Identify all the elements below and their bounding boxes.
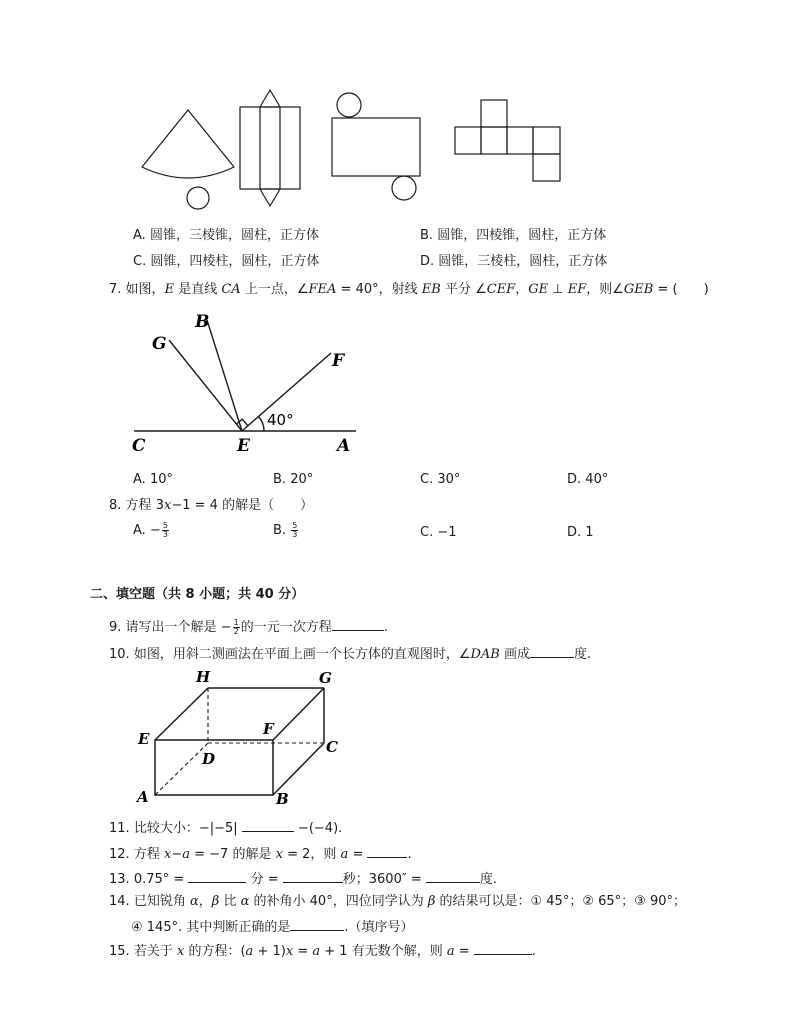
option-text: 圆锥，四棱柱，圆柱，正方体	[150, 254, 320, 269]
q7-option-d	[567, 471, 608, 489]
option-letter: C.	[420, 525, 434, 540]
angle-arc-fea	[259, 417, 264, 432]
q8-option-c	[420, 524, 457, 542]
answer-blank[interactable]	[283, 868, 343, 883]
fraction	[291, 522, 298, 539]
q6-option-b	[420, 227, 606, 245]
q6-option-a	[133, 227, 319, 245]
math-var: a	[446, 944, 455, 959]
stem-text: 度.	[574, 647, 592, 662]
label-d: D	[202, 750, 216, 768]
label-b: B	[276, 790, 289, 808]
stem-text: 的解是（ ）	[222, 498, 314, 513]
q8-option-b	[273, 522, 299, 540]
q7-stem	[109, 281, 709, 299]
math-var: x	[285, 944, 294, 959]
option-text: 圆锥，四棱锥，圆柱，正方体	[437, 228, 607, 243]
denominator: 3	[162, 530, 168, 539]
stem-text: =	[297, 944, 309, 959]
math-var: CEF	[486, 282, 516, 297]
q15-stem	[109, 940, 536, 961]
stem-text: 已知锐角	[133, 894, 186, 909]
label-b: B	[195, 312, 210, 332]
math-var: EF	[567, 282, 587, 297]
q8-option-d	[567, 524, 594, 542]
answer-blank[interactable]	[426, 868, 480, 883]
math-var: EB	[421, 282, 441, 297]
angle-label: 40°	[267, 411, 294, 429]
answer-blank[interactable]	[290, 916, 344, 931]
stem-text: 画成	[504, 647, 531, 662]
q7-option-c	[420, 471, 460, 489]
question-number: 14.	[109, 894, 130, 909]
question-number: 9.	[109, 620, 122, 635]
label-g: G	[152, 334, 167, 354]
q8-stem	[109, 497, 313, 515]
question-number: 13.	[109, 872, 130, 887]
option-letter: A.	[133, 228, 146, 243]
stem-text: ，则∠	[586, 282, 624, 297]
stem-text: 的结果可以是：① 45°；② 65°；③ 90°；	[439, 894, 686, 909]
math-var: a	[182, 847, 190, 862]
option-letter: D.	[567, 472, 582, 487]
stem-text: 比	[223, 894, 237, 909]
option-letter: B.	[273, 523, 287, 538]
label-e: E	[138, 730, 150, 748]
stem-text: 的补角小 40°，四位同学认为	[253, 894, 424, 909]
question-number: 8.	[109, 498, 122, 513]
label-a: A	[137, 788, 149, 806]
stem-text: 是直线	[178, 282, 218, 297]
math-var: E	[164, 282, 175, 297]
stem-text: 分 =	[250, 872, 279, 887]
option-text: 1	[585, 525, 594, 540]
label-e: E	[237, 436, 250, 455]
math-var: x	[163, 498, 172, 513]
q9-stem	[109, 616, 388, 637]
question-number: 7.	[109, 282, 122, 297]
math-sign: −	[220, 620, 232, 635]
stem-text: = 2，则	[287, 847, 337, 862]
stem-text: + 1 有无数个解，则	[324, 944, 443, 959]
stem-text: ④ 145°. 其中判断正确的是	[131, 920, 291, 935]
stem-text: 方程	[125, 498, 152, 513]
option-letter: D.	[567, 525, 582, 540]
fraction	[233, 619, 240, 636]
answer-blank[interactable]	[474, 940, 532, 955]
stem-text: .（填序号）	[344, 920, 414, 935]
label-f: F	[263, 720, 274, 738]
stem-text: ，	[198, 894, 212, 909]
question-number: 10.	[109, 647, 130, 662]
stem-text: 如图，用斜二测画法在平面上画一个长方体的直观图时，∠	[133, 647, 471, 662]
option-text: 30°	[437, 472, 461, 487]
math-var: a	[340, 847, 349, 862]
math-var: DAB	[470, 647, 500, 662]
q7-angle-figure	[120, 305, 370, 455]
q6-option-d	[420, 253, 607, 271]
q7-option-b	[273, 471, 313, 489]
section-title: 二、填空题（共 8 小题；共 40 分）	[90, 587, 305, 602]
stem-text: .	[407, 847, 412, 862]
math-var: β	[211, 894, 220, 909]
stem-text: −(−4).	[297, 821, 343, 836]
q6-option-c	[133, 253, 319, 271]
q14-stem	[109, 893, 686, 911]
answer-blank[interactable]	[188, 868, 246, 883]
math-var: x	[275, 847, 283, 862]
denominator: 3	[292, 530, 298, 539]
stem-text: =	[352, 847, 364, 862]
math-var: GE	[528, 282, 549, 297]
stem-text: =	[657, 282, 669, 297]
option-text: 圆锥，三棱锥，圆柱，正方体	[149, 228, 319, 243]
label-c: C	[326, 738, 338, 756]
option-letter: A.	[133, 472, 146, 487]
q7-option-a	[133, 471, 173, 489]
label-h: H	[196, 668, 211, 686]
stem-text: .	[531, 944, 536, 959]
hidden-edge	[155, 743, 208, 795]
stem-text: 若关于	[133, 944, 173, 959]
math-expr: 3	[155, 498, 164, 513]
math-var: GEB	[623, 282, 654, 297]
math-expr: −1 = 4	[171, 498, 218, 513]
question-number: 12.	[109, 847, 130, 862]
stem-text: 平分 ∠	[444, 282, 487, 297]
stem-text: 度.	[479, 872, 498, 887]
math-var: α	[189, 894, 199, 909]
answer-blank[interactable]	[332, 616, 384, 631]
numerator: 5	[292, 521, 298, 530]
q11-stem	[109, 817, 342, 838]
q12-stem	[109, 843, 412, 864]
answer-blank[interactable]	[242, 817, 294, 832]
answer-blank[interactable]	[367, 843, 407, 858]
stem-text: 的方程：(	[188, 944, 246, 959]
cylinder-net-figure	[332, 93, 420, 200]
math-var: α	[240, 894, 250, 909]
q13-stem	[109, 868, 497, 889]
cube-net-figure	[455, 100, 560, 181]
label-a: A	[337, 436, 351, 455]
option-letter: C.	[133, 254, 147, 269]
math-var: FEA	[308, 282, 337, 297]
option-letter: B.	[273, 472, 287, 487]
math-sign: −	[149, 523, 161, 538]
stem-text: 比较大小：−|−5|	[133, 821, 238, 836]
option-letter: C.	[420, 472, 434, 487]
q6-net-figures	[130, 85, 580, 215]
prism-net-figure	[240, 90, 300, 206]
ray-eg	[169, 340, 242, 431]
answer-paren: ( )	[672, 282, 709, 297]
option-text: 20°	[290, 472, 314, 487]
stem-text: 请写出一个解是	[125, 620, 217, 635]
math-var: a	[312, 944, 321, 959]
denominator: 2	[233, 627, 239, 636]
stem-text: 的一元一次方程	[240, 620, 332, 635]
stem-text: = 40°，射线	[340, 282, 418, 297]
option-text: 圆锥，三棱柱，圆柱，正方体	[438, 254, 608, 269]
math-var: CA	[221, 282, 241, 297]
q10-stem	[109, 643, 591, 664]
stem-text: + 1)	[257, 944, 286, 959]
math-var: a	[245, 944, 254, 959]
question-number: 11.	[109, 821, 130, 836]
label-f: F	[332, 351, 345, 371]
stem-text: = −7 的解是	[194, 847, 272, 862]
math-var: β	[427, 894, 436, 909]
math-var: x	[176, 944, 185, 959]
ray-eb	[207, 320, 242, 431]
q8-option-a	[133, 522, 170, 540]
q10-box-figure	[130, 664, 360, 812]
fraction	[162, 522, 169, 539]
option-text: 40°	[585, 472, 609, 487]
answer-blank[interactable]	[530, 643, 574, 658]
option-letter: B.	[420, 228, 434, 243]
stem-text: 秒；3600″ =	[342, 872, 422, 887]
numerator: 1	[233, 618, 239, 627]
label-g: G	[319, 669, 332, 687]
stem-text: 如图，	[125, 282, 165, 297]
math-sign: −	[171, 847, 183, 862]
stem-text: 0.75° =	[133, 872, 185, 887]
question-number: 15.	[109, 944, 130, 959]
math-var: x	[163, 847, 172, 862]
q14-stem-line2	[131, 916, 414, 937]
stem-text: 方程	[133, 847, 160, 862]
option-text: 10°	[149, 472, 173, 487]
numerator: 5	[162, 521, 168, 530]
label-c: C	[132, 436, 146, 455]
stem-text: 上一点，∠	[244, 282, 309, 297]
option-letter: A.	[133, 523, 146, 538]
option-text: −1	[437, 525, 457, 540]
stem-text: .	[383, 620, 388, 635]
stem-text: ，	[515, 282, 529, 297]
stem-text: ⊥	[552, 282, 564, 297]
option-letter: D.	[420, 254, 435, 269]
cone-net-figure	[142, 110, 234, 209]
stem-text: =	[458, 944, 470, 959]
